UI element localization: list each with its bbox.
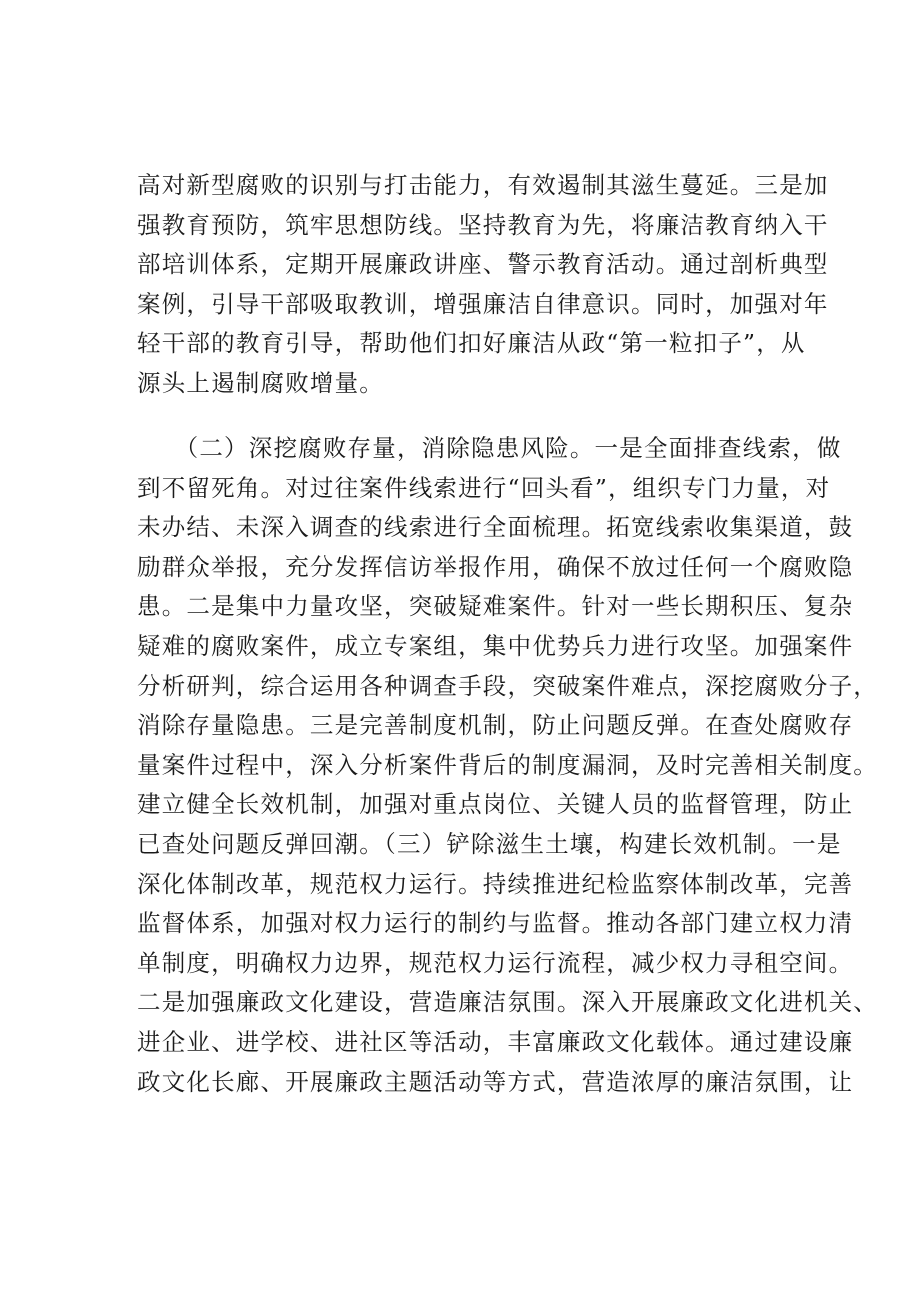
text-line: 分析研判，综合运用各种调查手段，突破案件难点，深挖腐败分子， bbox=[137, 671, 878, 700]
text-line: 部培训体系，定期开展廉政讲座、警示教育活动。通过剖析典型 bbox=[137, 250, 829, 279]
text-line: 已查处问题反弹回潮。（三）铲除滋生土壤，构建长效机制。一是 bbox=[137, 829, 842, 858]
text-line: 单制度，明确权力边界，规范权力运行流程，减少权力寻租空间。 bbox=[137, 948, 854, 977]
text-line: 患。二是集中力量攻坚，突破疑难案件。针对一些长期积压、复杂 bbox=[137, 592, 854, 621]
text-line: 政文化长廊、开展廉政主题活动等方式，营造浓厚的廉洁氛围，让 bbox=[137, 1067, 854, 1096]
paragraph-2 bbox=[137, 429, 878, 1102]
text-line: 消除存量隐患。三是完善制度机制，防止问题反弹。在查处腐败存 bbox=[137, 711, 854, 740]
text-line: （二）深挖腐败存量，消除隐患风险。一是全面排查线索，做 bbox=[137, 434, 842, 462]
text-line: 轻干部的教育引导，帮助他们扣好廉洁从政“第一粒扣子”，从 bbox=[137, 329, 806, 358]
text-line: 励群众举报，充分发挥信访举报作用，确保不放过任何一个腐败隐 bbox=[137, 552, 854, 581]
text-line: 进企业、进学校、进社区等活动，丰富廉政文化载体。通过建设廉 bbox=[137, 1027, 854, 1056]
text-line: 强教育预防，筑牢思想防线。坚持教育为先，将廉洁教育纳入干 bbox=[137, 210, 829, 239]
text-line: 疑难的腐败案件，成立专案组，集中优势兵力进行攻坚。加强案件 bbox=[137, 631, 854, 660]
text-line: 建立健全长效机制，加强对重点岗位、关键人员的监督管理，防止 bbox=[137, 790, 854, 819]
text-line: 深化体制改革，规范权力运行。持续推进纪检监察体制改革，完善 bbox=[137, 869, 854, 898]
text-line: 监督体系，加强对权力运行的制约与监督。推动各部门建立权力清 bbox=[137, 909, 854, 938]
text-line: 到不留死角。对过往案件线索进行“回头看”，组织专门力量，对 bbox=[137, 473, 831, 502]
text-line: 案例，引导干部吸取教训，增强廉洁自律意识。同时，加强对年 bbox=[137, 289, 829, 318]
text-line: 量案件过程中，深入分析案件背后的制度漏洞，及时完善相关制度。 bbox=[137, 750, 878, 779]
text-line: 未办结、未深入调查的线索进行全面梳理。拓宽线索收集渠道，鼓 bbox=[137, 513, 854, 542]
paragraph-1 bbox=[137, 166, 829, 404]
text-line: 高对新型腐败的识别与打击能力，有效遏制其滋生蔓延。三是加 bbox=[137, 171, 829, 199]
text-line: 源头上遏制腐败增量。 bbox=[137, 368, 384, 397]
text-line: 二是加强廉政文化建设，营造廉洁氛围。深入开展廉政文化进机关、 bbox=[137, 988, 878, 1017]
